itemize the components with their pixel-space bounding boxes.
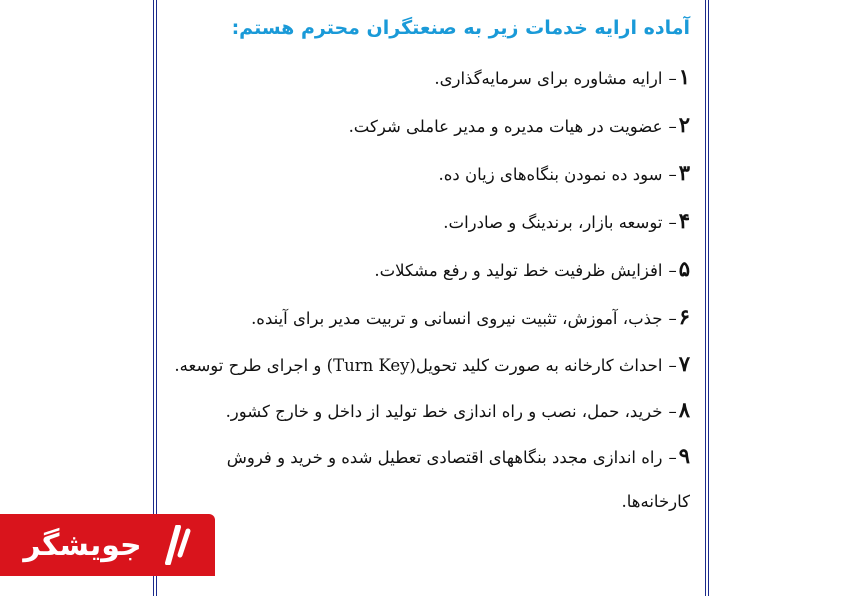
item-number: ۵ <box>678 256 690 281</box>
item-text: جذب، آموزش، تثبیت نیروی انسانی و تربیت مدیر برای آینده. <box>251 309 663 328</box>
item-text: راه اندازی مجدد بنگاههای اقتصادی تعطیل شده و خرید و فروش کارخانه‌ها. <box>226 448 690 511</box>
list-item-4: ۴–توسعه بازار، برندینگ و صادرات. <box>443 208 690 233</box>
item-text: عضویت در هیات مدیره و مدیر عاملی شرکت. <box>348 117 663 136</box>
item-number: ۸ <box>678 397 690 422</box>
logo-text: جویشگر <box>23 527 142 563</box>
item-text: توسعه بازار، برندینگ و صادرات. <box>443 213 663 232</box>
list-item-6: ۶–جذب، آموزش، تثبیت نیروی انسانی و تربیت مدیر برای آینده. <box>251 304 690 329</box>
item-text: خرید، حمل، نصب و راه اندازی خط تولید از داخل و خارج کشور. <box>225 402 663 421</box>
list-item-5: ۵–افزایش ظرفیت خط تولید و رفع مشکلات. <box>374 256 690 281</box>
item-number: ۹ <box>678 443 690 468</box>
item-text: سود ده نمودن بنگاه‌های زیان ده. <box>438 165 663 184</box>
list-item-2: ۲–عضویت در هیات مدیره و مدیر عاملی شرکت. <box>348 112 690 137</box>
list-item-7: ۷–احداث کارخانه به صورت کلید تحویل(Turn Key) و اجرای طرح توسعه. <box>174 351 690 376</box>
item-text: ارایه مشاوره برای سرمایه‌گذاری. <box>434 69 663 88</box>
list-item-3: ۳–سود ده نمودن بنگاه‌های زیان ده. <box>438 160 690 185</box>
list-item-8: ۸–خرید، حمل، نصب و راه اندازی خط تولید از داخل و خارج کشور. <box>225 397 690 422</box>
list-item-9: ۹–راه اندازی مجدد بنگاههای اقتصادی تعطیل شده و خرید و فروش کارخانه‌ها. <box>226 443 690 511</box>
item-number: ۳ <box>678 160 690 185</box>
slash-mark-icon <box>156 525 192 565</box>
item-number: ۱ <box>678 64 690 89</box>
item-number: ۷ <box>678 351 690 376</box>
services-heading: آماده ارایه خدمات زیر به صنعتگران محترم هستم: <box>231 17 690 39</box>
document-content <box>170 14 690 524</box>
item-number: ۶ <box>678 304 690 329</box>
site-logo[interactable] <box>0 514 215 576</box>
item-text: افزایش ظرفیت خط تولید و رفع مشکلات. <box>374 261 663 280</box>
item-text: احداث کارخانه به صورت کلید تحویل(Turn Key) و اجرای طرح توسعه. <box>174 356 663 375</box>
item-number: ۲ <box>678 112 690 137</box>
item-number: ۴ <box>678 208 690 233</box>
list-item-1: ۱–ارایه مشاوره برای سرمایه‌گذاری. <box>434 64 690 89</box>
